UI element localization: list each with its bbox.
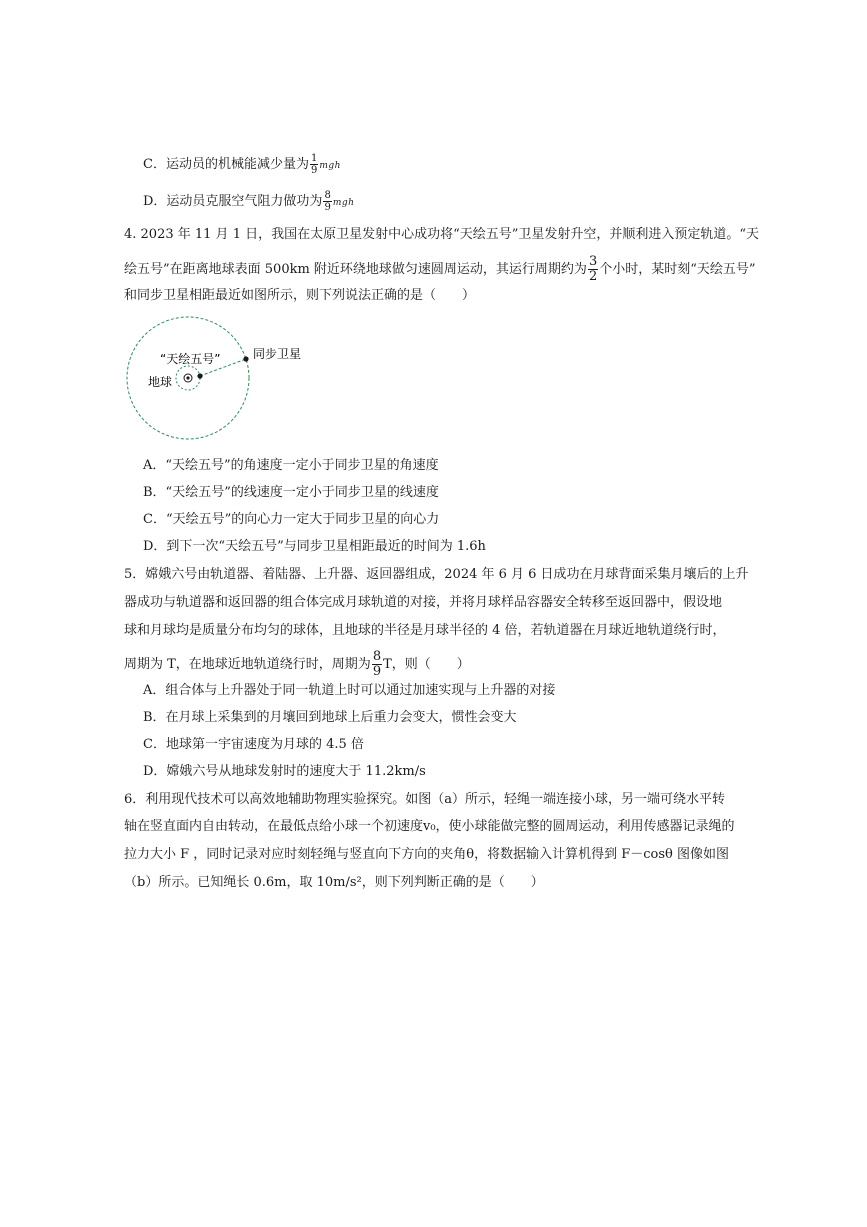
label-sync: 同步卫星 [253, 347, 302, 361]
q3-option-c-mgh: mgh [319, 161, 341, 171]
q3-option-d-text: D．运动员克服空气阻力做功为 [143, 194, 323, 209]
q6-stem-line-3: 拉力大小 F ，同时记录对应时刻轻绳与竖直向下方向的夹角θ，将数据输入计算机得到 F－cosθ 图像如图 [124, 847, 730, 862]
q3-option-c-fraction: $\frac{1}{9}$ [310, 153, 318, 176]
q6-stem-line-1: 6．利用现代技术可以高效地辅助物理实验探究。如图（a）所示，轻绳一端连接小球，另一端可绕水平转 [124, 792, 726, 807]
q4-option-a: A．“天绘五号”的角速度一定小于同步卫星的角速度 [143, 458, 439, 473]
q6-stem-line-4: （b）所示。已知绳长 0.6m，取 10m/s²，则下列判断正确的是（ ） [124, 875, 544, 890]
q4-stem-line-3: 和同步卫星相距最近如图所示，则下列说法正确的是（ ） [124, 288, 476, 303]
q4-option-b: B．“天绘五号”的线速度一定小于同步卫星的线速度 [143, 485, 439, 500]
q4-stem-line-1: 4. 2023 年 11 月 1 日，我国在太原卫星发射中心成功将“天绘五号”卫星发射升空，并顺利进入预定轨道。“天 [124, 227, 760, 242]
orbit-diagram [118, 315, 318, 450]
q4-period-fraction: $\frac{3}{2}$ [588, 254, 598, 284]
q3-option-d-fraction: $\frac{8}{9}$ [324, 190, 331, 213]
q5-stem-line-4-a: 周期为 T，在地球近地轨道绕行时，周期为 [124, 657, 371, 672]
sync-satellite [243, 356, 248, 361]
q4-stem-line-2 [124, 255, 756, 284]
q3-option-d-mgh: mgh [332, 198, 355, 208]
label-tianhui: “天绘五号” [160, 352, 221, 366]
q3-option-d [143, 190, 354, 213]
q5-stem-line-3: 球和月球均是质量分布均匀的球体，且地球的半径是月球半径的 4 倍，若轨道器在月球近地轨道绕行时， [124, 623, 726, 638]
tianhui-satellite [197, 373, 202, 378]
q5-stem-line-2: 器成功与轨道器和返回器的组合体完成月球轨道的对接，并将月球样品容器安全转移至返回器中，假设地 [124, 595, 723, 610]
label-earth: 地球 [148, 375, 173, 389]
q5-period-fraction: $\frac{8}{9}$ [372, 649, 382, 679]
q4-option-d: D．到下一次“天绘五号”与同步卫星相距最近的时间为 1.6h [143, 539, 486, 554]
q3-option-c-text: C．运动员的机械能减少量为 [143, 157, 309, 172]
earth-center [186, 376, 189, 379]
q5-option-d: D．嫦娥六号从地球发射时的速度大于 11.2km/s [143, 764, 426, 779]
q3-option-c [143, 153, 341, 176]
q5-option-a: A．组合体与上升器处于同一轨道上时可以通过加速实现与上升器的对接 [143, 683, 556, 698]
q5-option-c: C．地球第一宇宙速度为月球的 4.5 倍 [143, 737, 364, 752]
q4-stem-line-2-a: 绘五号”在距离地球表面 500km 附近环绕地球做匀速圆周运动，其运行周期约为 [124, 262, 587, 277]
q5-stem-line-4 [124, 650, 470, 679]
q4-option-c: C．“天绘五号”的向心力一定大于同步卫星的向心力 [143, 512, 440, 527]
q6-stem-line-2: 轴在竖直面内自由转动，在最低点给小球一个初速度v₀，使小球能做完整的圆周运动，利用传感器记录绳的 [124, 819, 735, 834]
q4-stem-line-2-b: 个小时，某时刻“天绘五号” [599, 262, 756, 277]
q5-stem-line-1: 5．嫦娥六号由轨道器、着陆器、上升器、返回器组成，2024 年 6 月 6 日成功在月球背面采集月壤后的上升 [124, 567, 749, 582]
q5-stem-line-4-b: T，则（ ） [383, 657, 470, 672]
q5-option-b: B．在月球上采集到的月壤回到地球上后重力会变大，惯性会变大 [143, 710, 517, 725]
